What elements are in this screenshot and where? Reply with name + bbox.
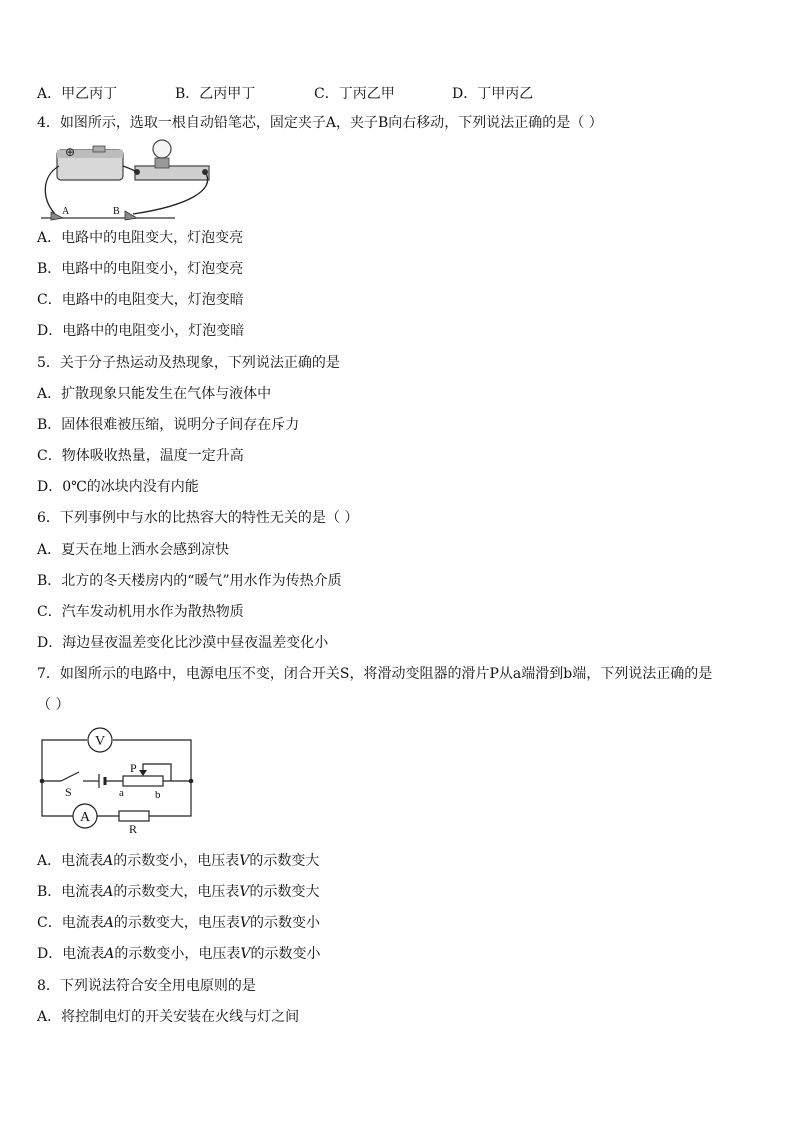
option-text: 的示数变小，电压表	[113, 853, 240, 869]
voltmeter-symbol: V	[239, 915, 250, 931]
resistor-r-label: R	[129, 822, 138, 836]
q4-option-b: B．电路中的电阻变小，灯泡变亮	[37, 261, 244, 277]
ammeter-label: A	[79, 810, 91, 825]
slider-p-label: P	[130, 761, 137, 775]
option-text: 的示数变小	[250, 946, 321, 962]
q7-circuit-figure	[37, 726, 197, 836]
option-text: A．电流表	[37, 853, 104, 869]
voltmeter-label: V	[94, 734, 106, 749]
voltmeter-symbol: V	[239, 884, 250, 900]
q3-option-d: D．丁甲丙乙	[452, 86, 534, 102]
q5-stem: 5．关于分子热运动及热现象，下列说法正确的是	[37, 355, 340, 371]
clip-b-label: B	[113, 206, 120, 217]
ammeter-symbol: A	[103, 915, 114, 931]
battery-plus-label: ⊕	[65, 145, 76, 159]
q5-option-d: D．0℃的冰块内没有内能	[37, 479, 199, 495]
q5-option-c: C．物体吸收热量，温度一定升高	[37, 448, 244, 464]
ammeter-symbol: A	[103, 853, 114, 869]
q6-option-d: D．海边昼夜温差变化比沙漠中昼夜温差变化小	[37, 635, 329, 651]
q4-option-c: C．电路中的电阻变大，灯泡变暗	[37, 292, 244, 308]
option-text: 的示数变大，电压表	[113, 884, 240, 900]
q6-option-c: C．汽车发动机用水作为散热物质	[37, 604, 244, 620]
q3-option-b: B．乙丙甲丁	[175, 86, 256, 102]
voltmeter-symbol: V	[240, 946, 251, 962]
switch-s-label: S	[65, 785, 72, 799]
resistor-r-shape	[119, 811, 149, 821]
option-text: 的示数变大	[249, 884, 320, 900]
clip-a-label: A	[62, 206, 70, 217]
option-text: 的示数变小，电压表	[114, 946, 241, 962]
q3-option-c: C．丁丙乙甲	[314, 86, 395, 102]
q4-circuit-figure	[37, 136, 217, 226]
ammeter-symbol: A	[104, 946, 115, 962]
ammeter-symbol: A	[103, 884, 114, 900]
option-text: D．电流表	[37, 946, 105, 962]
bulb-icon	[153, 140, 171, 158]
q8-stem: 8．下列说法符合安全用电原则的是	[37, 978, 256, 994]
q4-stem: 4．如图所示，选取一根自动铅笔芯，固定夹子A，夹子B向右移动，下列说法正确的是（ ）	[37, 115, 603, 131]
option-text: 的示数变小	[249, 915, 320, 931]
q7-option-d	[37, 945, 320, 963]
clip-b-shape	[125, 211, 137, 220]
q5-option-b: B．固体很难被压缩，说明分子间存在斥力	[37, 417, 300, 433]
q3-option-a: A．甲乙丙丁	[37, 86, 118, 102]
terminal-a-label: a	[119, 787, 124, 799]
q4-option-d: D．电路中的电阻变小，灯泡变暗	[37, 323, 245, 339]
q8-option-a: A．将控制电灯的开关安装在火线与灯之间	[37, 1009, 300, 1025]
option-text: 的示数变大	[249, 853, 320, 869]
q7-option-a	[37, 852, 319, 870]
q4-option-a: A．电路中的电阻变大，灯泡变亮	[37, 230, 244, 246]
q7-option-b	[37, 883, 320, 901]
voltmeter-symbol: V	[239, 853, 250, 869]
option-text: 的示数变大，电压表	[113, 915, 240, 931]
bulb-holder-shape	[135, 166, 209, 180]
q7-stem-line2: （ ）	[37, 697, 70, 713]
terminal-b-label: b	[155, 789, 161, 801]
option-text: C．电流表	[37, 915, 104, 931]
q6-option-a: A．夏天在地上洒水会感到凉快	[37, 542, 230, 558]
option-text: B．电流表	[37, 884, 104, 900]
rheostat-shape	[123, 776, 163, 786]
q7-stem-line1: 7．如图所示的电路中，电源电压不变，闭合开关S，将滑动变阻器的滑片P从a端滑到b端，下列说法正确的是	[37, 666, 713, 682]
q6-option-b: B．北方的冬天楼房内的“暖气”用水作为传热介质	[37, 573, 342, 589]
q6-stem: 6．下列事例中与水的比热容大的特性无关的是（ ）	[37, 510, 359, 526]
q5-option-a: A．扩散现象只能发生在气体与液体中	[37, 386, 272, 402]
q7-option-c	[37, 914, 320, 932]
